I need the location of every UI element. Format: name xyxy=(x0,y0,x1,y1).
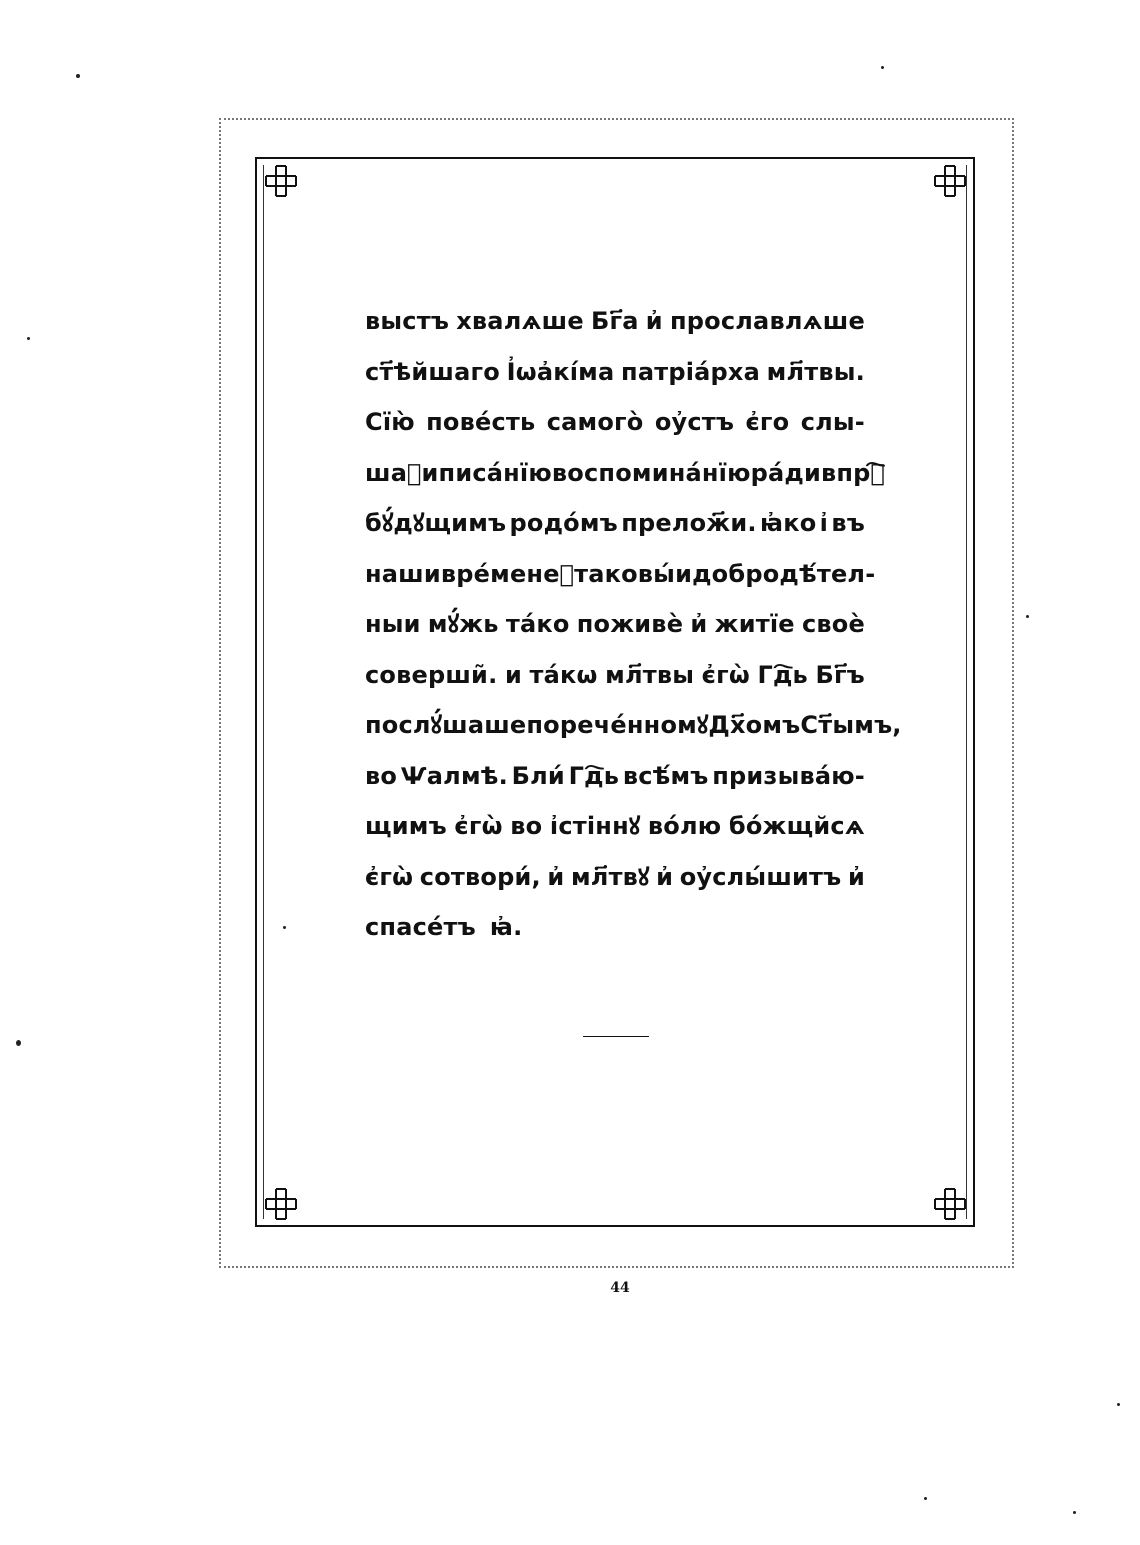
word: ныи xyxy=(365,610,421,638)
word: мл҃твꙋ xyxy=(570,862,650,891)
word: Ст҃ымъ, xyxy=(800,711,902,739)
text-line xyxy=(365,448,885,499)
text-line xyxy=(365,700,902,751)
word: выстъ xyxy=(365,307,450,335)
word: вре́менеⷯ xyxy=(440,559,575,588)
word: та́кѡ xyxy=(529,660,598,689)
word: оу҆слы́шитъ xyxy=(679,862,842,891)
word: поживѐ xyxy=(576,610,684,638)
word: є҆гѡ̀ xyxy=(454,812,503,840)
word: мл҃твы. xyxy=(766,357,865,386)
scan-speck xyxy=(16,1040,21,1046)
word: и҆ xyxy=(847,862,865,891)
word: во xyxy=(510,812,543,840)
word: и xyxy=(421,458,439,487)
word: шаⷯ xyxy=(365,458,422,487)
word: ꙗ҆ко xyxy=(760,509,817,537)
word: мл҃твы xyxy=(605,660,695,689)
word: патріа́рха xyxy=(621,357,760,386)
corner-ornament-bottom-left-icon xyxy=(262,1185,300,1223)
word: слы- xyxy=(800,408,865,436)
section-rule xyxy=(583,1036,649,1037)
word: и҆ xyxy=(656,862,674,891)
word: спасе́тъ xyxy=(365,913,476,941)
text-line xyxy=(365,498,865,549)
word: по xyxy=(526,711,560,739)
word: Дх҃омъ xyxy=(708,711,801,739)
word: Гд҇ь xyxy=(568,761,620,790)
word: ꙗ҆. xyxy=(489,913,523,941)
page-number: 44 xyxy=(610,1280,630,1296)
word: воспомина́нїю xyxy=(551,458,751,487)
word: родо́мъ xyxy=(509,509,618,537)
word: ст҃ѣйшаго xyxy=(365,357,500,386)
word: Гд҇ь xyxy=(757,660,808,689)
scan-speck xyxy=(881,66,884,69)
word: Бг҃а xyxy=(590,307,639,335)
text-line xyxy=(365,751,865,802)
word: мꙋ́жь xyxy=(427,610,499,638)
word: бо́жщйсѧ xyxy=(728,812,865,840)
word: прославлѧше xyxy=(670,307,865,335)
word: рече́нномꙋ xyxy=(559,711,709,739)
word: Ѱалмѣ. xyxy=(400,761,508,790)
word: Бли́ xyxy=(511,761,565,790)
scan-speck xyxy=(1117,1403,1120,1406)
word: всѣ́мъ xyxy=(622,761,709,790)
text-line xyxy=(365,902,865,953)
word: оу҆стъ xyxy=(654,408,735,436)
text-line xyxy=(365,549,876,600)
scan-speck xyxy=(1073,1511,1076,1514)
word: прелож҃и. xyxy=(621,509,757,537)
word: і҆ xyxy=(819,509,829,537)
scan-speck xyxy=(76,74,80,78)
word: наши xyxy=(365,559,441,588)
word: сотвори́, xyxy=(419,862,541,891)
corner-ornament-bottom-right-icon xyxy=(931,1185,969,1223)
corner-ornament-top-right-icon xyxy=(931,162,969,200)
text-line xyxy=(365,397,865,448)
text-line xyxy=(365,801,865,852)
scan-speck xyxy=(283,926,286,929)
word: во́лю xyxy=(647,812,722,840)
word: щимъ xyxy=(365,812,447,840)
scan-speck xyxy=(1026,615,1029,618)
word: и xyxy=(504,660,522,689)
word: Бг҃ъ xyxy=(815,660,865,689)
scan-speck xyxy=(924,1497,927,1500)
word: призыва́ю- xyxy=(712,761,865,790)
word: І҆ѡа҆кі́ма xyxy=(506,357,615,386)
word: соверши̃. xyxy=(365,660,498,689)
word: въ xyxy=(831,509,865,537)
text-line xyxy=(365,347,865,398)
word: Сїю̀ xyxy=(365,408,415,436)
word: послꙋ́шаше xyxy=(365,711,527,739)
scan-speck xyxy=(27,337,30,340)
word: самого̀ xyxy=(546,408,644,436)
word: своѐ xyxy=(801,610,865,638)
word: и҆ xyxy=(547,862,565,891)
word: і҆стіннꙋ xyxy=(549,812,641,840)
word: бꙋ́дꙋщимъ xyxy=(365,509,507,537)
word: пове́сть xyxy=(426,408,536,436)
word: ра́ди xyxy=(750,458,822,487)
word: та́ко xyxy=(505,610,570,638)
corner-ornament-top-left-icon xyxy=(262,162,300,200)
word: хвалѧше xyxy=(456,307,584,335)
word: писа́нїю xyxy=(438,458,552,487)
word: є҆гѡ̀ xyxy=(701,660,750,689)
text-line xyxy=(365,650,865,701)
word: во xyxy=(365,761,398,790)
word: є҆гѡ̀ xyxy=(365,862,414,891)
body-text xyxy=(365,296,902,953)
word: и҆ xyxy=(645,307,663,335)
word: є҆го xyxy=(745,408,790,436)
word: впрⷷ҇ xyxy=(821,458,885,487)
text-line xyxy=(365,296,865,347)
word: добродѣ́тел- xyxy=(692,559,876,588)
word: таковы́и xyxy=(574,559,693,588)
word: житїе xyxy=(714,610,795,638)
text-line xyxy=(365,852,865,903)
word: и҆ xyxy=(690,610,708,638)
text-line xyxy=(365,599,865,650)
